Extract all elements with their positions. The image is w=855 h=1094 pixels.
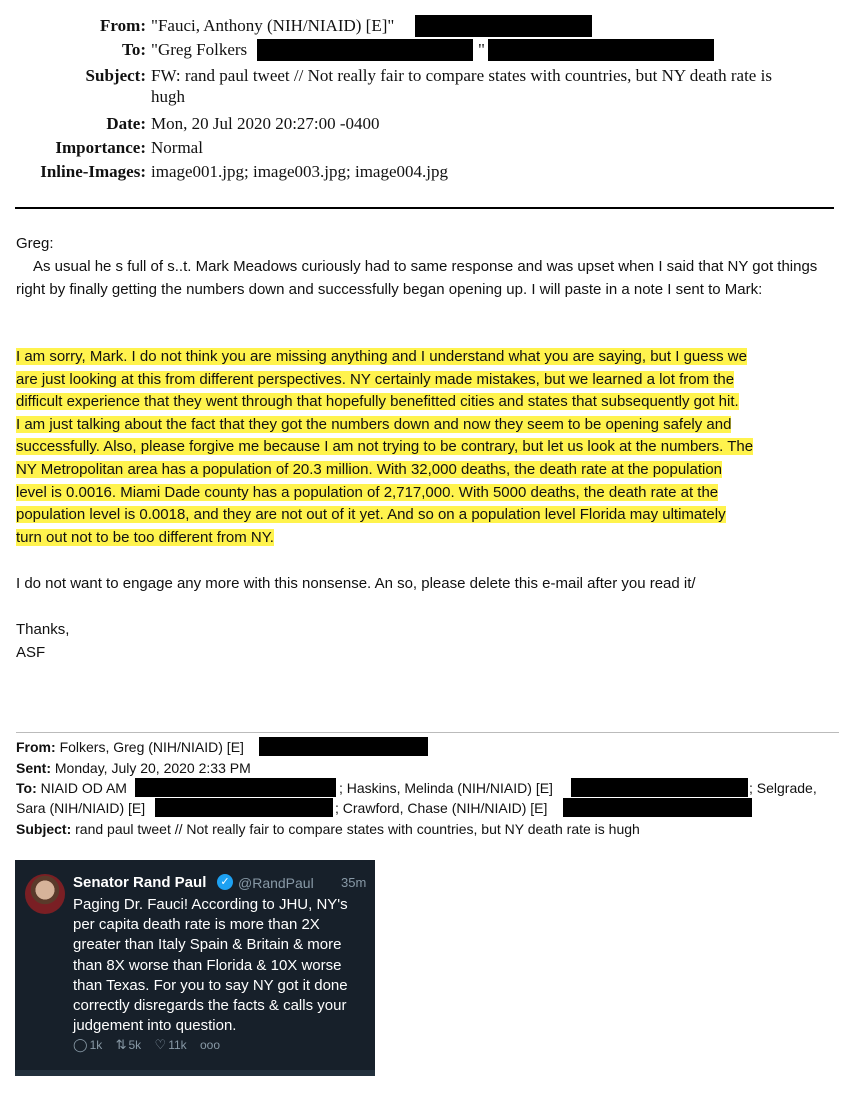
highlight-line: difficult experience that they went through that hopefully benefitted cities and states that subsequently got hit. [16, 393, 739, 411]
paragraph-3: I do not want to engage any more with this nonsense. An so, please delete this e-mail after you read it/ [16, 575, 696, 592]
inline-images-label: Inline-Images: [40, 162, 146, 181]
header-subject-row [0, 64, 830, 112]
tweet-actions [73, 1038, 224, 1053]
redaction-box [135, 778, 336, 797]
forward-to-part-1: NIAID OD AM [40, 780, 127, 796]
highlight-line: NY Metropolitan area has a population of 20.3 million. With 32,000 deaths, the death rate at the population [16, 460, 723, 478]
forward-subject-value: rand paul tweet // Not really fair to compare states with countries, but NY death rate is hugh [75, 821, 640, 837]
tweet-bottom-edge [15, 1070, 375, 1076]
redaction-box [488, 39, 714, 61]
subject-label: Subject: [85, 66, 146, 85]
highlight-line: are just looking at this from different perspectives. NY certainly made mistakes, but we learned a lot from the [16, 370, 735, 388]
to-quote: " [478, 40, 485, 59]
paragraph-1: As usual he s full of s..t. Mark Meadows curiously had to same response and was upset when I said that NY got things right by finally getting the numbers down and successfully began opening up. I will paste in a note I sent to Mark: [16, 258, 818, 298]
redaction-box [563, 798, 752, 817]
header-importance-row [0, 136, 830, 160]
redaction-box [259, 737, 428, 756]
tweet-screenshot [15, 860, 375, 1076]
subject-line-1: FW: rand paul tweet // Not really fair to compare states with countries, but NY death rate is [151, 66, 772, 85]
highlight-line: I am sorry, Mark. I do not think you are missing anything and I understand what you are saying, but I guess we [16, 348, 747, 365]
redaction-box [415, 15, 592, 37]
date-label: Date: [106, 114, 146, 133]
to-label: To: [122, 40, 146, 59]
avatar [25, 874, 65, 914]
forward-to-part-4: Sara (NIH/NIAID) [E] [16, 800, 146, 816]
highlight-line: I am just talking about the fact that they got the numbers down and now they seem to be opening safely and [16, 415, 732, 433]
retweet-icon: ⇅ [115, 1038, 127, 1053]
highlighted-quote [16, 346, 842, 549]
redaction-box [571, 778, 748, 797]
forward-to-row [16, 778, 127, 799]
forward-subject-row [16, 819, 640, 840]
tweet-timestamp: 35m [341, 875, 367, 890]
forward-sent-value: Monday, July 20, 2020 2:33 PM [54, 760, 251, 776]
subject-line-2: hugh [151, 87, 185, 106]
from-label: From: [100, 16, 146, 35]
highlight-line: turn out not to be too different from NY. [16, 528, 274, 546]
signature: ASF [16, 644, 46, 661]
header-date-row [0, 112, 830, 136]
forward-to-part-2: ; Haskins, Melinda (NIH/NIAID) [E] [339, 780, 553, 796]
forward-to-part-3: ; Selgrade, [749, 780, 817, 796]
tweet-author-name: Senator Rand Paul [73, 874, 207, 891]
forward-sent-label: Sent: [16, 760, 51, 776]
importance-label: Importance: [55, 138, 146, 157]
reply-icon: ◯ [73, 1038, 88, 1053]
highlight-line: successfully. Also, please forgive me because I am not trying to be contrary, but let us look at the numbers. The [16, 438, 754, 456]
like-count: 11k [168, 1038, 187, 1052]
highlight-line: population level is 0.0018, and they are not out of it yet. And so on a population level Florida may ultimately [16, 506, 726, 524]
more-icon: ooo [200, 1038, 221, 1052]
redaction-box [155, 798, 333, 817]
like-icon: ♡ [154, 1038, 167, 1053]
tweet-handle: @RandPaul [238, 875, 314, 891]
forward-from-value: Folkers, Greg (NIH/NIAID) [E] [59, 739, 244, 755]
forward-to-label: To: [16, 780, 37, 796]
header-divider [15, 207, 834, 209]
retweet-count: 5k [128, 1038, 142, 1052]
to-value: "Greg Folkers [151, 40, 248, 59]
redaction-box [257, 39, 473, 61]
forward-from-label: From: [16, 739, 56, 755]
header-inline-images-row [0, 160, 830, 184]
forward-from-row [16, 737, 244, 758]
sign-off: Thanks, [16, 621, 70, 638]
forward-divider [16, 732, 839, 733]
greeting: Greg: [16, 235, 54, 252]
forward-sent-row [16, 758, 251, 779]
tweet-text: Paging Dr. Fauci! According to JHU, NY's per capita death rate is more than 2X greater than Italy Spain & Britain & more than 8X worse than Florida & 10X worse than Texas. For you to say NY got it done correctly disregards the facts & calls your judgement into question. [73, 896, 348, 1035]
forward-subject-label: Subject: [16, 821, 72, 837]
highlight-line: level is 0.0016. Miami Dade county has a population of 2,717,000. With 5000 deaths, the death rate at the [16, 483, 719, 501]
inline-images-value: image001.jpg; image003.jpg; image004.jpg [151, 162, 448, 181]
importance-value: Normal [151, 138, 203, 157]
date-value: Mon, 20 Jul 2020 20:27:00 -0400 [151, 114, 380, 133]
reply-count: 1k [89, 1038, 103, 1052]
verified-badge-icon: ✓ [217, 874, 233, 890]
forward-to-part-5: ; Crawford, Chase (NIH/NIAID) [E] [335, 800, 548, 816]
from-value: "Fauci, Anthony (NIH/NIAID) [E]" [151, 16, 395, 35]
